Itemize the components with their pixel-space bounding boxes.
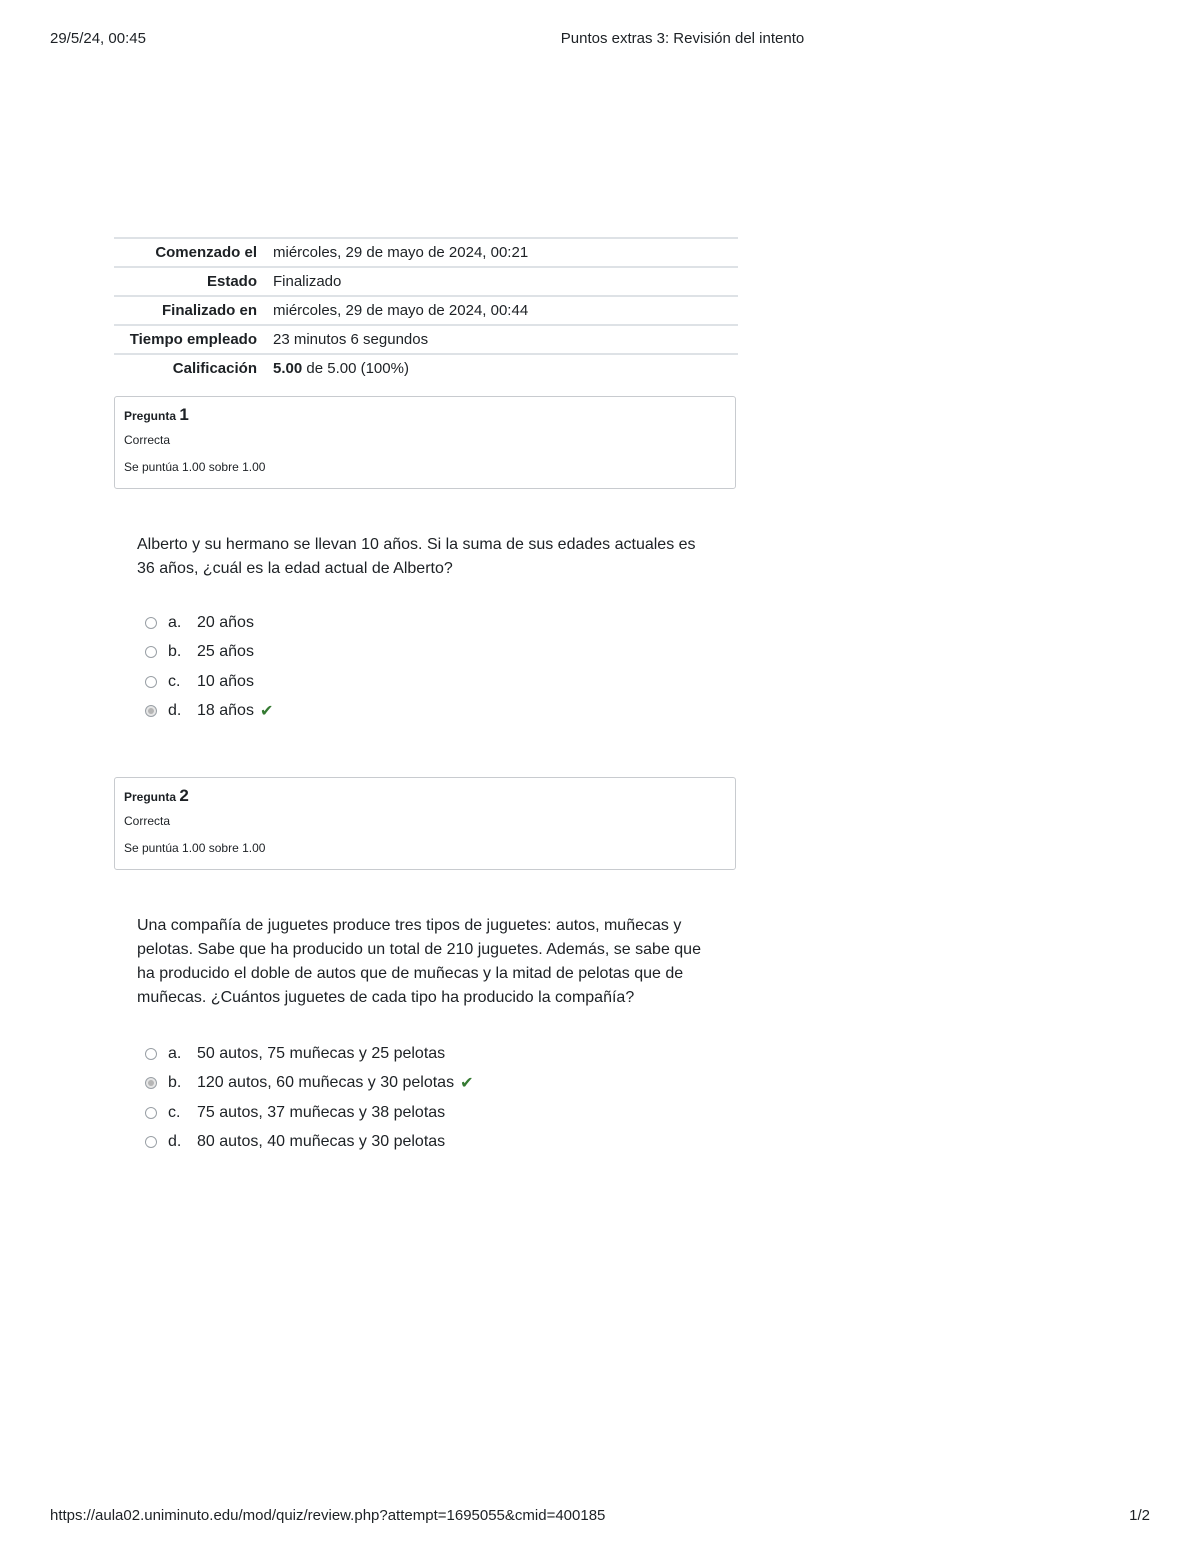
print-footer-url: https://aula02.uniminuto.edu/mod/quiz/review.php?attempt=1695055&cmid=400185 xyxy=(50,1507,606,1524)
answer-text: 75 autos, 37 muñecas y 38 pelotas xyxy=(197,1103,446,1121)
answer-text: 25 años xyxy=(197,643,254,661)
summary-row-finished xyxy=(114,295,738,324)
summary-label: Comenzado el xyxy=(155,244,257,261)
answer-text: 10 años xyxy=(197,672,254,690)
answer-radio[interactable] xyxy=(145,1048,157,1060)
question-number-value: 1 xyxy=(179,405,189,424)
summary-value: Finalizado xyxy=(273,273,342,290)
check-icon: ✔ xyxy=(259,703,274,721)
summary-label: Tiempo empleado xyxy=(129,331,257,348)
answer-option xyxy=(145,608,273,638)
answer-text: 80 autos, 40 muñecas y 30 pelotas xyxy=(197,1133,446,1151)
answer-letter: d. xyxy=(168,1133,182,1151)
answer-letter: b. xyxy=(168,1074,182,1092)
summary-label: Estado xyxy=(206,273,257,290)
answer-list xyxy=(145,1039,473,1157)
summary-value xyxy=(271,360,738,377)
answer-letter: c. xyxy=(168,672,181,690)
summary-row-time-taken xyxy=(114,324,738,353)
answer-letter: c. xyxy=(168,1103,181,1121)
answer-text: 50 autos, 75 muñecas y 25 pelotas xyxy=(197,1044,446,1062)
question-label: Pregunta xyxy=(124,790,177,804)
answer-text: 20 años xyxy=(197,613,254,631)
answer-option xyxy=(145,1128,473,1158)
answer-option xyxy=(145,1069,473,1099)
answer-option xyxy=(145,697,273,727)
answer-list xyxy=(145,608,273,726)
question-number xyxy=(124,405,726,425)
answer-letter: b. xyxy=(168,643,182,661)
print-page-title: Puntos extras 3: Revisión del intento xyxy=(560,30,805,47)
summary-row-started xyxy=(114,237,738,266)
question-number-value: 2 xyxy=(179,786,189,805)
check-icon: ✔ xyxy=(460,1075,474,1093)
answer-option xyxy=(145,667,273,697)
question-text: Alberto y su hermano se llevan 10 años. Si la suma de sus edades actuales es 36 años, ¿cuál es la edad actual de Alberto? xyxy=(137,536,696,577)
summary-label: Finalizado en xyxy=(161,302,257,319)
attempt-summary-table xyxy=(114,237,738,382)
answer-option xyxy=(145,1098,473,1128)
print-page-number: 1/2 xyxy=(1129,1507,1150,1524)
answer-text: 18 años xyxy=(197,702,254,720)
answer-letter: a. xyxy=(168,1044,182,1062)
answer-radio[interactable] xyxy=(145,1107,157,1119)
grade-total: de 5.00 (100%) xyxy=(302,360,409,377)
summary-value: miércoles, 29 de mayo de 2024, 00:44 xyxy=(273,302,529,319)
question-grade: Se puntúa 1.00 sobre 1.00 xyxy=(124,841,266,855)
answer-radio[interactable] xyxy=(145,646,157,658)
question-state: Correcta xyxy=(124,433,171,447)
summary-value: 23 minutos 6 segundos xyxy=(273,331,429,348)
answer-letter: d. xyxy=(168,702,182,720)
answer-letter: a. xyxy=(168,613,182,631)
summary-label: Calificación xyxy=(172,360,257,377)
grade-value: 5.00 xyxy=(273,360,303,377)
question-label: Pregunta xyxy=(124,409,177,423)
answer-radio[interactable] xyxy=(145,617,157,629)
answer-option xyxy=(145,1039,473,1069)
question-info-box xyxy=(114,396,736,489)
question-info-box xyxy=(114,777,736,870)
answer-option xyxy=(145,638,273,668)
summary-row-state xyxy=(114,266,738,295)
answer-radio-selected[interactable] xyxy=(145,705,157,717)
print-datetime: 29/5/24, 00:45 xyxy=(50,30,146,47)
question-grade: Se puntúa 1.00 sobre 1.00 xyxy=(124,460,266,474)
question-text: Una compañía de juguetes produce tres tipos de juguetes: autos, muñecas y pelotas. Sabe que ha producido un total de 210 juguetes. Además, se sabe que ha producido el doble de autos que de muñecas y la mitad de pelotas que de muñecas. ¿Cuántos juguetes de cada tipo ha producido la compañía? xyxy=(137,917,701,1006)
question-number xyxy=(124,786,726,806)
summary-row-grade xyxy=(114,353,738,382)
answer-radio-selected[interactable] xyxy=(145,1077,157,1089)
answer-text: 120 autos, 60 muñecas y 30 pelotas xyxy=(197,1074,455,1092)
answer-radio[interactable] xyxy=(145,1136,157,1148)
question-state: Correcta xyxy=(124,814,171,828)
answer-radio[interactable] xyxy=(145,676,157,688)
summary-value: miércoles, 29 de mayo de 2024, 00:21 xyxy=(273,244,529,261)
